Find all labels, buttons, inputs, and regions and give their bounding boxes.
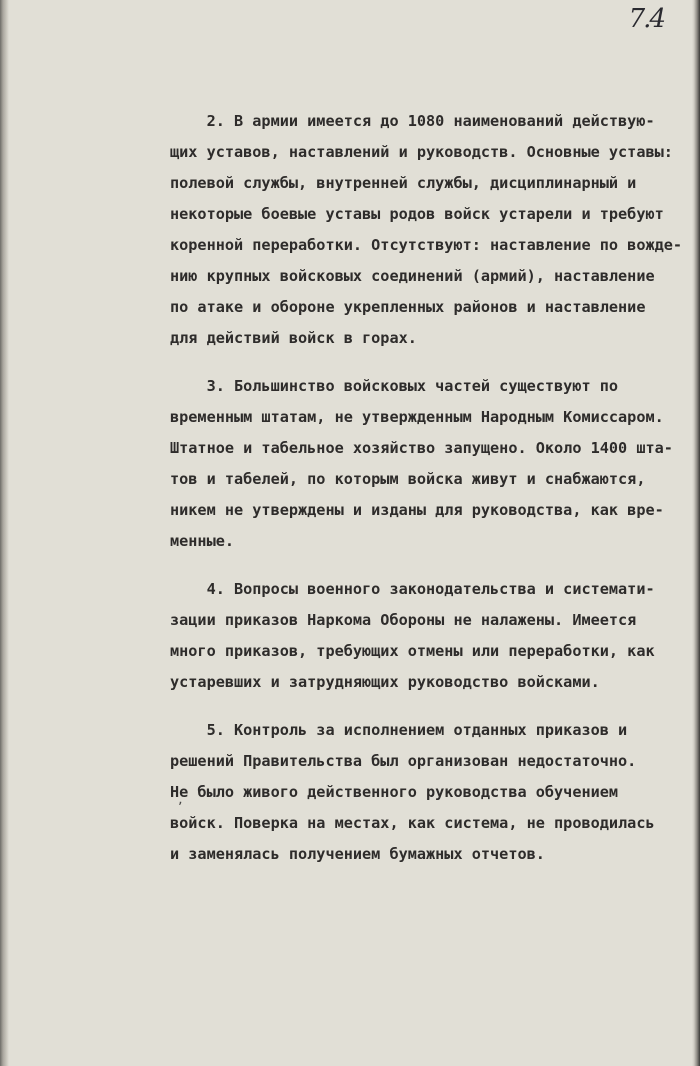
document-body xyxy=(170,106,683,887)
paragraph-5 xyxy=(170,715,670,870)
text-line: никем не утверждены и изданы для руководства, как вре- xyxy=(170,501,664,519)
text-line: 5. Контроль за исполнением отданных приказов и xyxy=(170,721,628,739)
page-left-edge xyxy=(0,0,9,1066)
text-line: некоторые боевые уставы родов войск устарели и требуют xyxy=(170,205,664,223)
text-line: тов и табелей, по которым войска живут и снабжаются, xyxy=(170,470,646,488)
text-line: войск. Поверка на местах, как система, не проводилась xyxy=(170,814,655,832)
text-line: нию крупных войсковых соединений (армий), наставление xyxy=(170,267,655,285)
paragraph-3 xyxy=(170,371,673,557)
pencil-tick-mark: ʼ xyxy=(178,800,183,816)
text-line: Не было живого действенного руководства обучением xyxy=(170,783,619,801)
text-line: Штатное и табельное хозяйство запущено. Около 1400 шта- xyxy=(170,439,673,457)
text-line: менные. xyxy=(170,532,235,550)
page-right-edge xyxy=(692,0,700,1066)
text-line: и заменялась получением бумажных отчетов. xyxy=(170,845,545,863)
text-line: для действий войск в горах. xyxy=(170,329,417,347)
text-line: полевой службы, внутренней службы, дисциплинарный и xyxy=(170,174,637,192)
text-line: временным штатам, не утвержденным Народным Комиссаром. xyxy=(170,408,664,426)
paragraph-4 xyxy=(170,574,670,698)
text-line: 2. В армии имеется до 1080 наименований действую- xyxy=(170,112,655,130)
text-line: коренной переработки. Отсутствуют: наставление по вожде- xyxy=(170,236,683,254)
text-line: щих уставов, наставлений и руководств. Основные уставы: xyxy=(170,143,673,161)
text-line: 3. Большинство войсковых частей существуют по xyxy=(170,377,619,395)
text-line: решений Правительства был организован недостаточно. xyxy=(170,752,637,770)
paragraph-2 xyxy=(170,106,683,354)
text-line: зации приказов Наркома Обороны не налажены. Имеется xyxy=(170,611,637,629)
text-line: устаревших и затрудняющих руководство войсками. xyxy=(170,673,600,691)
text-line: 4. Вопросы военного законодательства и системати- xyxy=(170,580,655,598)
text-line: по атаке и обороне укрепленных районов и наставление xyxy=(170,298,646,316)
text-line: много приказов, требующих отмены или переработки, как xyxy=(170,642,655,660)
page-number: 7.4 xyxy=(628,4,664,34)
